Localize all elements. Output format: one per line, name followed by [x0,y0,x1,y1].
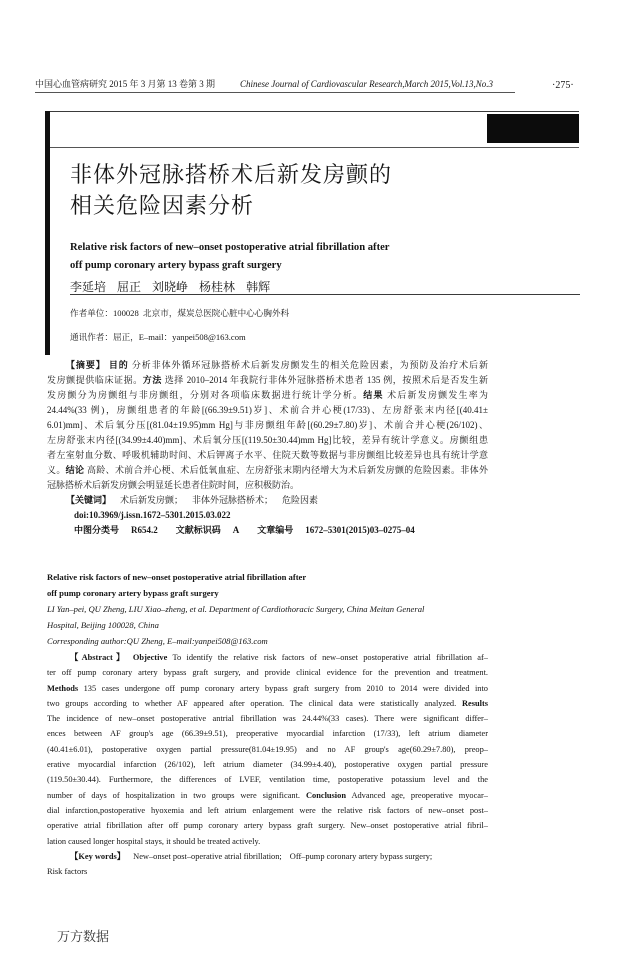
title-box-black-block [487,114,579,143]
clc-label: 中图分类号 [74,525,120,535]
english-abstract [47,650,488,879]
abstract-line [47,650,488,665]
article-no-label: 文章编号 [257,525,294,535]
english-title-line: off pump coronary artery bypass graft surgery [47,588,219,598]
abstract-text: 术后新发房颤发生率为 [387,390,488,400]
author-name: 杨桂林 [199,280,236,294]
english-title-line: Relative risk factors of new–onset postoperative atrial fibrillation after [47,572,307,582]
abstract-text: (119.50±30.44). Furthermore, the differences of LVEF, ventilation time, postoperative potassium level and the [47,775,488,785]
abstract-line [47,681,488,696]
methods-label: Methods [47,683,79,693]
abstract-text: dial infarction,postoperative hyoxemia and left atrium enlargement were the relative risk factors of new–onset post– [47,805,488,815]
abstract-text: two groups according to whether AF appeared after operation. The clinical data were statistically analyzed. [47,698,457,708]
abstract-line [47,478,488,493]
keyword: 危险因素 [282,495,319,505]
abstract-text: 6.01)mm]、术后氧分压[(81.04±19.95)mm Hg]与非房颤组年龄[(60.29±7.80)岁]、术前合并心梗(26/102)、 [47,420,488,430]
abstract-text: ter off pump coronary artery bypass graft surgery, and provide clinical evidence for the prevention and treatment. [47,668,488,678]
abstract-line [47,818,488,833]
article-title-cn-line: 相关危险因素分析 [70,194,255,219]
abstract-text: 发房颤提供临床证据。 [47,375,143,385]
chinese-abstract [47,358,488,538]
english-header [47,569,488,649]
article-title-en-line: off pump coronary artery bypass graft surgery [70,260,282,271]
title-box-left-bar [45,111,50,355]
wanfang-watermark: 万方数据 [57,930,110,945]
abstract-text: To identify the relative risk factors of new–onset postoperative atrial fibrillation af– [172,653,488,662]
abstract-text: 左房舒张末内径[(34.99±4.40)mm]、术后氧分压[(119.50±30.44)mm Hg]比较，差异有统计学意义。房颤组患 [47,435,488,445]
author-list [70,280,281,294]
abstract-line [47,418,488,433]
page-number: ·275· [552,80,574,91]
abstract-text: 高龄、术前合并心梗、术后低氧血症、左房舒张末期内径增大为术后新发房颤的危险因素。非体外 [86,465,488,475]
keywords-line [47,493,488,508]
doi: doi:10.3969/j.issn.1672–5301.2015.03.022 [74,510,231,520]
running-header-journal-cn: 中国心血管病研究 2015 年 3 月第 13 卷第 3 期 [35,79,216,89]
author-name: 李延培 [70,280,107,294]
abstract-text: 24.44%(33 例)，房颤组患者的年龄[(66.39±9.51)岁]、术前合并心梗(17/33)、左房舒张末内径[(40.41± [47,405,488,415]
abstract-line [47,388,488,403]
abstract-text: 135 cases undergone off pump coronary artery bypass graft surgery from 2010 to 2014 were divided into [83,683,488,693]
objective-label: 目的 [108,360,129,370]
title-box-second-rule [45,147,579,148]
abstract-text: Advanced age, preoperative myocar– [351,790,488,800]
abstract-line [47,358,488,373]
author-affiliation: 作者单位：100028 北京市，煤炭总医院心脏中心心胸外科 [70,308,290,318]
abstract-text: ences between AF group's age (66.39±9.51), preoperative myocardial infarction (17/33), left atrium diameter [47,729,488,739]
title-box-top-rule [45,111,579,112]
abstract-label: 【Abstract】 [70,653,128,662]
abstract-text: (40.41±6.01), postoperative oxygen partial pressure(81.04±19.95) and no AF group's age(60.29±7.80), preop– [47,744,488,754]
abstract-line [47,757,488,772]
abstract-line [47,696,488,711]
author-name: 韩辉 [246,280,271,294]
abstract-line [47,448,488,463]
author-underline [70,294,580,295]
abstract-text: operative atrial fibrillation after off pump coronary artery bypass graft surgery. New–onset postoperative atrial fibril– [47,821,488,831]
abstract-line [47,726,488,741]
abstract-text: 义。 [47,465,66,475]
summary-label: 【摘要】 [66,360,106,370]
keyword: New–onset post–operative atrial fibrillation; [133,851,282,861]
abstract-text: lation caused longer hospital stays, it should be treated actively. [47,836,261,846]
english-corresponding-author: Corresponding author:QU Zheng, E–mail:yanpei508@163.com [47,636,268,646]
conclusion-label: 结论 [65,465,85,475]
article-title-en [70,239,390,275]
doi-line [47,508,488,523]
keyword: 非体外冠脉搭桥术； [192,495,274,505]
keyword: 术后新发房颤； [120,495,184,505]
results-label: 结果 [363,390,384,400]
abstract-line [47,788,488,803]
conclusion-label: Conclusion [305,790,346,800]
article-no-value: 1672–5301(2015)03–0275–04 [305,525,415,535]
objective-label: Objective [132,653,168,662]
abstract-text: 分析非体外循环冠脉搭桥术后新发房颤发生的相关危险因素，为预防及治疗术后新 [131,360,488,370]
abstract-text: 选择 2010–2014 年我院行非体外冠脉搭桥术患者 135 例，按照术后是否发生新 [164,375,488,385]
running-header-journal-en: Chinese Journal of Cardiovascular Research,March 2015,Vol.13,No.3 [240,79,493,89]
article-title-en-line: Relative risk factors of new–onset postoperative atrial fibrillation after [70,242,390,253]
abstract-text: 冠脉搭桥术后新发房颤会明显延长患者住院时间，应积极防治。 [47,480,300,490]
abstract-line [47,834,488,849]
abstract-text: 发房颤分为房颤组与非房颤组，分别对各项临床数据进行统计学分析。 [47,390,364,400]
header-rule [35,92,515,93]
corresponding-author: 通讯作者：屈正，E–mail：yanpei508@163.com [70,332,246,342]
english-hospital-line: Hospital, Beijing 100028, China [47,620,159,630]
clc-value: R654.2 [131,525,158,535]
abstract-text: 者左室射血分数、呼吸机辅助时间、术后钾离子水平、住院天数等数据与非房颤组比较差异也具有统计学意 [47,450,488,460]
keyword: Risk factors [47,867,88,877]
keywords-label: 【Key words】 [70,851,126,861]
doc-code-label: 文献标识码 [175,525,221,535]
abstract-line [47,772,488,787]
abstract-line [47,742,488,757]
classification-line [47,523,488,538]
author-name: 屈正 [117,280,142,294]
results-label: Results [461,698,488,708]
abstract-line [47,403,488,418]
abstract-line [47,463,488,478]
abstract-text: The incidence of new–onset postoperative antrial fibrillation was 24.44%(33 cases). There were significant differ– [47,714,488,724]
abstract-line [47,433,488,448]
keyword: Off–pump coronary artery bypass surgery; [289,851,433,861]
abstract-line [47,665,488,680]
keywords-line [47,849,488,864]
abstract-text: erative myocardial infarction (26/102), left atrium diameter (34.99±4.40), postoperative oxygen partial pressure [47,760,488,770]
methods-label: 方法 [142,375,162,385]
author-name: 刘晓峥 [152,280,189,294]
english-authors-line: LI Yan–pei, QU Zheng, LIU Xiao–zheng, et al. Department of Cardiothoracic Surgery, China Meitan General [47,604,425,614]
article-title-cn [70,160,392,222]
abstract-text: number of days of hospitalization in two groups were significant. [47,790,301,800]
keywords-label: 【关键词】 [66,495,112,505]
abstract-line [47,711,488,726]
abstract-line [47,803,488,818]
article-title-cn-line: 非体外冠脉搭桥术后新发房颤的 [70,163,393,188]
doc-code-value: A [232,525,240,535]
abstract-line [47,373,488,388]
keywords-line-continued [47,864,488,879]
